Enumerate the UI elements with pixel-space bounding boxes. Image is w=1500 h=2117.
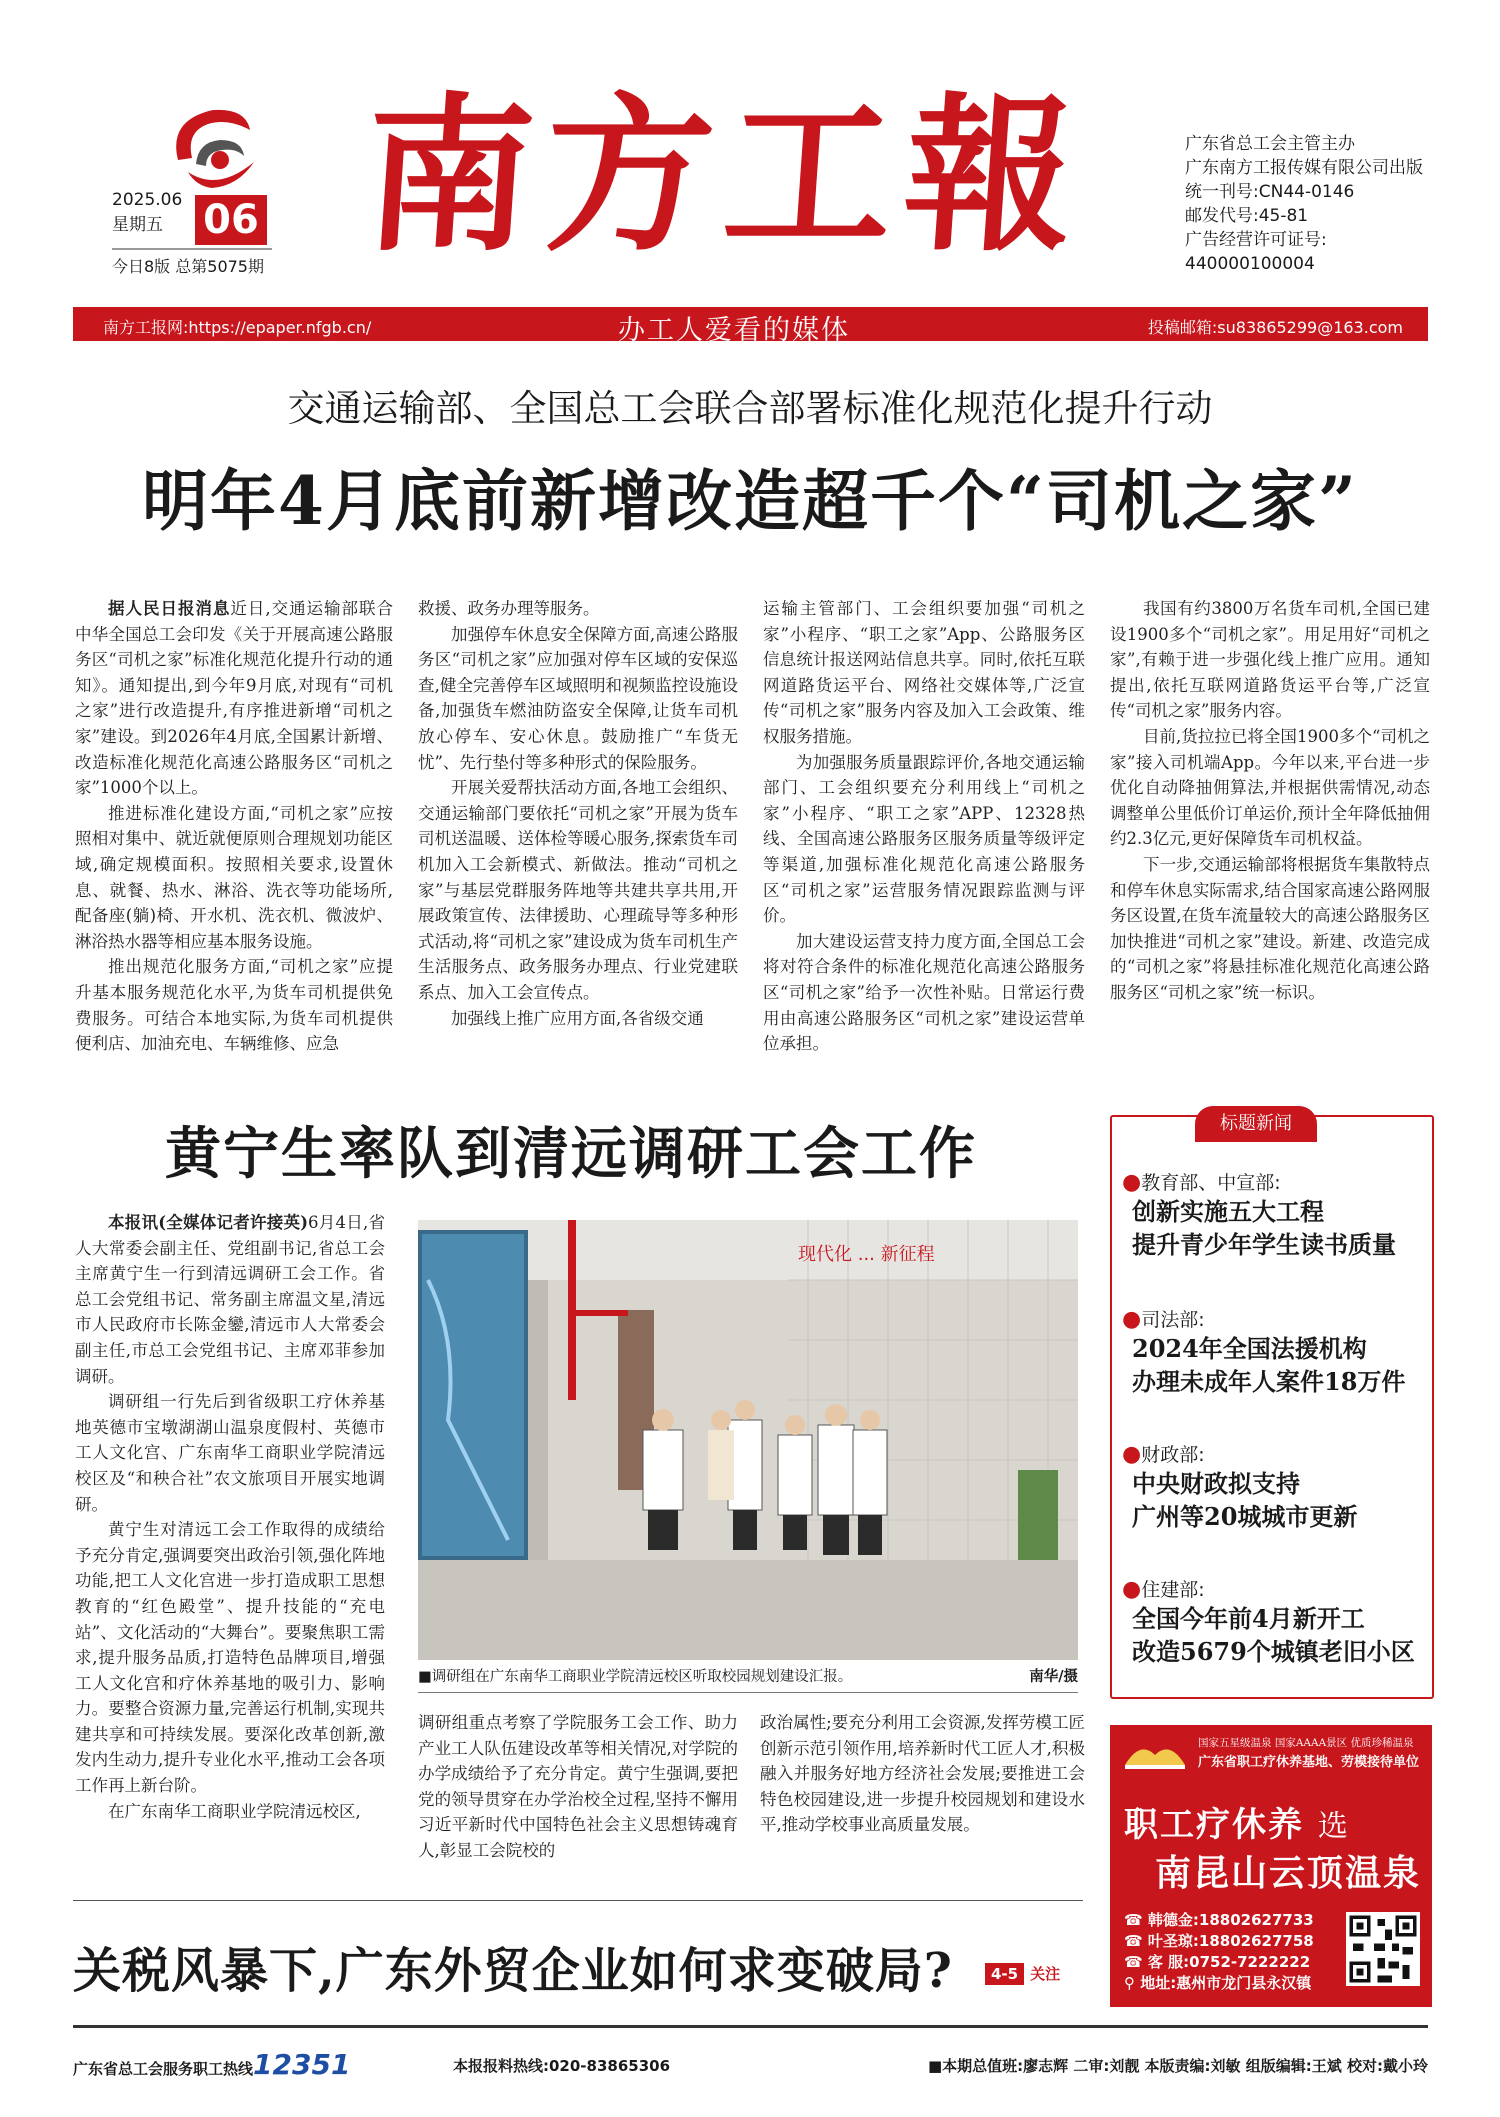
bottom-page-label: 关注 (1030, 1965, 1061, 1983)
caption-divider (418, 1692, 1078, 1693)
photo-wall-text: 现代化 ... 新征程 (798, 1244, 935, 1265)
submission-email[interactable]: 投稿邮箱:su83865299@163.com (1147, 318, 1403, 337)
ad-headline-light: 选 (1317, 1809, 1350, 1844)
paragraph-text: 我国有约3800万名货车司机,全国已建设1900多个“司机之家”。用足用好“司机之家”,有赖于进一步强化线上推广应用。通知提出,依托互联网道路货运平台等,广泛宣传“司机之家”服务内容。 (1110, 599, 1430, 721)
brief-source: 住建部: (1141, 1579, 1205, 1601)
ad-contact-text: 地址:惠州市龙门县永汉镇 (1140, 1974, 1312, 1992)
brief-title-line: 2024年全国法援机构 (1132, 1334, 1367, 1363)
article-paragraph (75, 954, 393, 1056)
bottom-page-number: 4-5 (985, 1963, 1024, 1985)
news-brief[interactable] (1122, 1440, 1412, 1533)
news-photo (418, 1220, 1078, 1660)
article-paragraph (75, 1799, 385, 1825)
bullet-icon: ● (1122, 1307, 1142, 1332)
lead-column-1 (75, 596, 393, 1057)
hotline-number: 12351 (253, 2048, 351, 2081)
article-paragraph (1110, 596, 1430, 724)
brief-title-line: 中央财政拟支持 (1132, 1469, 1300, 1498)
publisher-line: 邮发代号:45-81 (1185, 206, 1309, 226)
ad-tagline: 国家五星级温泉 国家AAAA景区 优质珍稀温泉 (1198, 1737, 1414, 1749)
masthead-strip (73, 307, 1428, 346)
publisher-line: 广东省总工会主管主办 (1185, 134, 1355, 154)
ad-contact-text: 韩德金:18802627733 (1147, 1911, 1314, 1929)
article-paragraph (763, 596, 1085, 750)
bottom-divider (73, 1900, 1083, 1901)
news-brief[interactable] (1122, 1575, 1415, 1668)
resort-logo-icon (1120, 1735, 1190, 1775)
photo-credit: 南华/摄 (1029, 1668, 1078, 1685)
paragraph-text: 开展关爱帮扶活动方面,各地工会组织、交通运输部门要依托“司机之家”开展为货车司机送温暖、送体检等暖心服务,探索货车司机加入工会新模式、新做法。推动“司机之家”与基层党群服务阵地等共建共享共用,开展政策宣传、法律援助、心理疏导等多种形式活动,将“司机之家”建设成为货车司机生产生活服务点、政务服务办理点、行业党建联系点、加入工会宣传点。 (418, 778, 738, 1002)
paragraph-text: 6月4日,省人大常委会副主任、党组副书记,省总工会主席黄宁生一行到清远调研工会工作。省总工会党组书记、常务副主席温文星,清远市人民政府市长陈金鑾,清远市人大常委会副主任,市总工会党组书记、主席邓菲参加调研。 (75, 1213, 385, 1386)
day-number: 06 (195, 195, 267, 245)
news-brief[interactable] (1122, 1168, 1412, 1261)
article-paragraph (1110, 852, 1430, 1006)
brief-title-line: 改造5679个城镇老旧小区 (1132, 1637, 1415, 1666)
ad-contacts (1124, 1910, 1314, 1994)
news-tip-line: 本报报料热线:020-83865306 (453, 2057, 671, 2075)
lead-column-2 (418, 596, 738, 1031)
qr-code-icon[interactable] (1346, 1912, 1420, 1986)
article-paragraph (75, 1210, 385, 1389)
ad-contact (1124, 1952, 1314, 1973)
weekday: 星期五 (112, 215, 163, 235)
paragraph-text: 近日,交通运输部联合中华全国总工会印发《关于开展高速公路服务区“司机之家”标准化规范化提升行动的通知》。通知提出,到今年9月底,对现有“司机之家”进行改造提升,有序推进新增“司机之家”建设。到2026年4月底,全国累计新增、改造标准化规范化高速公路服务区“司机之家”1000个以上。 (75, 599, 393, 798)
byline-tag: 据人民日报消息 (108, 599, 231, 618)
paragraph-text: 政治属性;要充分利用工会资源,发挥劳模工匠创新示范引领作用,培养新时代工匠人才,积极融入并服务好地方经济社会发展;要推进工会特色校园建设,进一步提升校园规划和建设水平,推动学校事业高质量发展。 (760, 1713, 1085, 1835)
article-paragraph (418, 596, 738, 622)
publisher-line: 440000100004 (1185, 254, 1315, 274)
bullet-icon: ● (1122, 1577, 1142, 1602)
article-paragraph (418, 1710, 738, 1864)
article-paragraph (75, 1517, 385, 1799)
brief-source: 财政部: (1141, 1444, 1205, 1466)
newspaper-logo (158, 100, 266, 196)
article-paragraph (418, 1006, 738, 1032)
brief-title-line: 广州等20城城市更新 (1132, 1502, 1358, 1531)
brief-title-line: 办理未成年人案件18万件 (1132, 1367, 1406, 1396)
article-paragraph (763, 750, 1085, 929)
brief-title-line: 创新实施五大工程 (1132, 1197, 1324, 1226)
byline-tag: 本报讯(全媒体记者许接英) (108, 1213, 309, 1232)
paragraph-text: 目前,货拉拉已将全国1900多个“司机之家”接入司机端App。今年以来,平台进一步优化自动降抽佣算法,并根据供需情况,动态调整单公里低价订单运价,预计全年降低抽佣约2.3亿元,更好保障货车司机权益。 (1110, 726, 1430, 849)
ad-headline-2: 南昆山云顶温泉 (1155, 1852, 1422, 1894)
paragraph-text: 加大建设运营支持力度方面,全国总工会将对符合条件的标准化规范化高速公路服务区“司机之家”给予一次性补贴。日常运行费用由高速公路服务区“司机之家”建设运营单位承担。 (763, 931, 1085, 1054)
bullet-icon: ● (1122, 1442, 1142, 1467)
hot-spring-ad[interactable] (1110, 1725, 1432, 2007)
paragraph-text: 黄宁生对清远工会工作取得的成绩给予充分肯定,强调要突出政治引领,强化阵地功能,把工人文化宫进一步打造成职工思想教育的“红色殿堂”、提升技能的“充电站”、文化活动的“大舞台”。要聚焦职工需求,提升服务品质,打造特色品牌项目,增强工人文化宫和疗休养基地的吸引力、影响力。要整合资源力量,完善运行机制,实现共建共享和可持续发展。要深化改革创新,激发内生动力,提升专业化水平,推动工会各项工作再上新台阶。 (75, 1520, 385, 1796)
brief-source: 教育部、中宣部: (1141, 1172, 1281, 1194)
brief-source: 司法部: (1141, 1309, 1205, 1331)
ad-headline-1 (1124, 1797, 1350, 1846)
bottom-headline[interactable]: 关税风暴下,广东外贸企业如何求变破局? (73, 1943, 953, 1999)
bullet-icon: ● (1122, 1170, 1142, 1195)
lead-column-4 (1110, 596, 1430, 1006)
ad-unit: 广东省职工疗休养基地、劳模接待单位 (1198, 1755, 1420, 1770)
publisher-line: 广东南方工报传媒有限公司出版 (1185, 158, 1423, 178)
location-pin-icon: ⚲ (1124, 1974, 1135, 1992)
footer-divider (73, 2025, 1428, 2028)
ad-taglines (1198, 1733, 1419, 1773)
article-paragraph (1110, 724, 1430, 852)
paragraph-text: 推出规范化服务方面,“司机之家”应提升基本服务规范化水平,为货车司机提供免费服务。可结合本地实际,为货车司机提供便利店、加油充电、车辆维修、应急 (75, 957, 393, 1054)
hotline-label: 广东省总工会服务职工热线 (73, 2060, 254, 2078)
article-paragraph (760, 1710, 1085, 1838)
photo-caption: ■调研组在广东南华工商职业学院清远校区听取校园规划建设汇报。 (418, 1669, 853, 1685)
paragraph-text: 调研组一行先后到省级职工疗休养基地英德市宝墩湖湖山温泉度假村、英德市工人文化宫、广东南华工商职业学院清远校区及“和秧合社”农文旅项目开展实地调研。 (75, 1392, 385, 1514)
ad-contact (1124, 1910, 1314, 1931)
story2-column-2 (418, 1710, 738, 1864)
article-paragraph (418, 775, 738, 1005)
news-brief[interactable] (1122, 1305, 1412, 1398)
bottom-page-ref[interactable] (985, 1963, 1060, 1987)
paper-title: 南方工報 (358, 76, 1092, 274)
phone-icon: ☎ (1124, 1953, 1143, 1971)
ad-contact-text: 叶圣琼:18802627758 (1147, 1932, 1314, 1950)
paragraph-text: 加强停车休息安全保障方面,高速公路服务区“司机之家”应加强对停车区域的安保巡查,健全完善停车区域照明和视频监控设施设备,加强货车燃油防盗安全保障,让货车司机放心停车、安心休息。鼓励推广“车货无忧”、先行垫付等多种形式的保险服务。 (418, 624, 738, 772)
paragraph-text: 为加强服务质量跟踪评价,各地交通运输部门、工会组织要充分利用线上“司机之家”小程序、“职工之家”APP、12328热线、全国高速公路服务区服务质量等级评定等渠道,加强标准化规范化高速公路服务区“司机之家”运营服务情况跟踪监测与评价。 (763, 752, 1085, 926)
article-paragraph (75, 801, 393, 955)
article-paragraph (418, 622, 738, 776)
paragraph-text: 调研组重点考察了学院服务工会工作、助力产业工人队伍建设改革等相关情况,对学院的办学成绩给予了充分肯定。黄宁生强调,要把党的领导贯穿在办学治校全过程,坚持不懈用习近平新时代中国特色社会主义思想铸魂育人,彰显工会院校的 (418, 1713, 738, 1860)
publisher-info (1185, 132, 1475, 276)
article-paragraph (75, 1389, 385, 1517)
paragraph-text: 推进标准化建设方面,“司机之家”应按照相对集中、就近就便原则合理规划功能区域,确定规模面积。按照相关要求,设置休息、就餐、热水、淋浴、洗衣等功能场所,配备座(躺)椅、开水机、洗衣机、微波炉、淋浴热水器等相应基本服务设施。 (75, 803, 393, 951)
editor-credits: ■本期总值班:廖志辉 二审:刘靓 本版责编:刘敏 组版编辑:王斌 校对:戴小玲 (927, 2057, 1428, 2075)
paragraph-text: 下一步,交通运输部将根据货车集散特点和停车休息实际需求,结合国家高速公路网服务区设置,在货车流量较大的高速公路服务区加快推进“司机之家”建设。新建、改造完成的“司机之家”将悬挂标准化规范化高速公路服务区“司机之家”统一标识。 (1110, 854, 1430, 1002)
date-line: 2025.06 (112, 190, 183, 210)
paragraph-text: 救援、政务办理等服务。 (418, 599, 600, 618)
brief-title-line: 提升青少年学生读书质量 (1132, 1230, 1396, 1259)
service-hotline (73, 2048, 350, 2081)
issue-line: 今日8版 总第5075期 (112, 257, 264, 276)
ad-contact (1124, 1931, 1314, 1952)
ad-contact (1124, 1973, 1314, 1994)
brief-title-line: 全国今年前4月新开工 (1132, 1604, 1365, 1633)
lead-headline: 明年4月底前新增改造超千个“司机之家” (142, 462, 1358, 540)
lead-column-3 (763, 596, 1085, 1057)
date-divider (112, 248, 272, 250)
website-link[interactable]: 南方工报网:https://epaper.nfgb.cn/ (103, 318, 372, 337)
publisher-line: 统一刊号:CN44-0146 (1185, 182, 1355, 202)
footer (73, 2040, 1428, 2080)
photo-caption-row (418, 1663, 1078, 1687)
ad-headline-bold: 职工疗休养 (1124, 1805, 1304, 1845)
phone-icon: ☎ (1124, 1932, 1143, 1950)
lead-kicker: 交通运输部、全国总工会联合部署标准化规范化提升行动 (287, 387, 1213, 430)
phone-icon: ☎ (1124, 1911, 1143, 1929)
story2-headline: 黄宁生率队到清远调研工会工作 (165, 1121, 977, 1187)
story2-column-3 (760, 1710, 1085, 1838)
paragraph-text: 在广东南华工商职业学院清远校区, (108, 1801, 361, 1821)
article-paragraph (763, 929, 1085, 1057)
story2-column-1 (75, 1210, 385, 1824)
ad-header (1110, 1725, 1432, 1785)
ad-contact-text: 客 服:0752-7222222 (1147, 1953, 1311, 1971)
article-paragraph (75, 596, 393, 801)
headline-news-tag: 标题新闻 (1195, 1106, 1317, 1142)
slogan: 办工人爱看的媒体 (618, 315, 850, 346)
publisher-line: 广告经营许可证号: (1185, 230, 1327, 250)
paragraph-text: 运输主管部门、工会组织要加强“司机之家”小程序、“职工之家”App、公路服务区信息统计报送网站信息共享。同时,依托互联网道路货运平台、网络社交媒体等,广泛宣传“司机之家”服务内容及加入工会政策、维权服务措施。 (763, 599, 1085, 746)
paragraph-text: 加强线上推广应用方面,各省级交通 (451, 1008, 704, 1028)
